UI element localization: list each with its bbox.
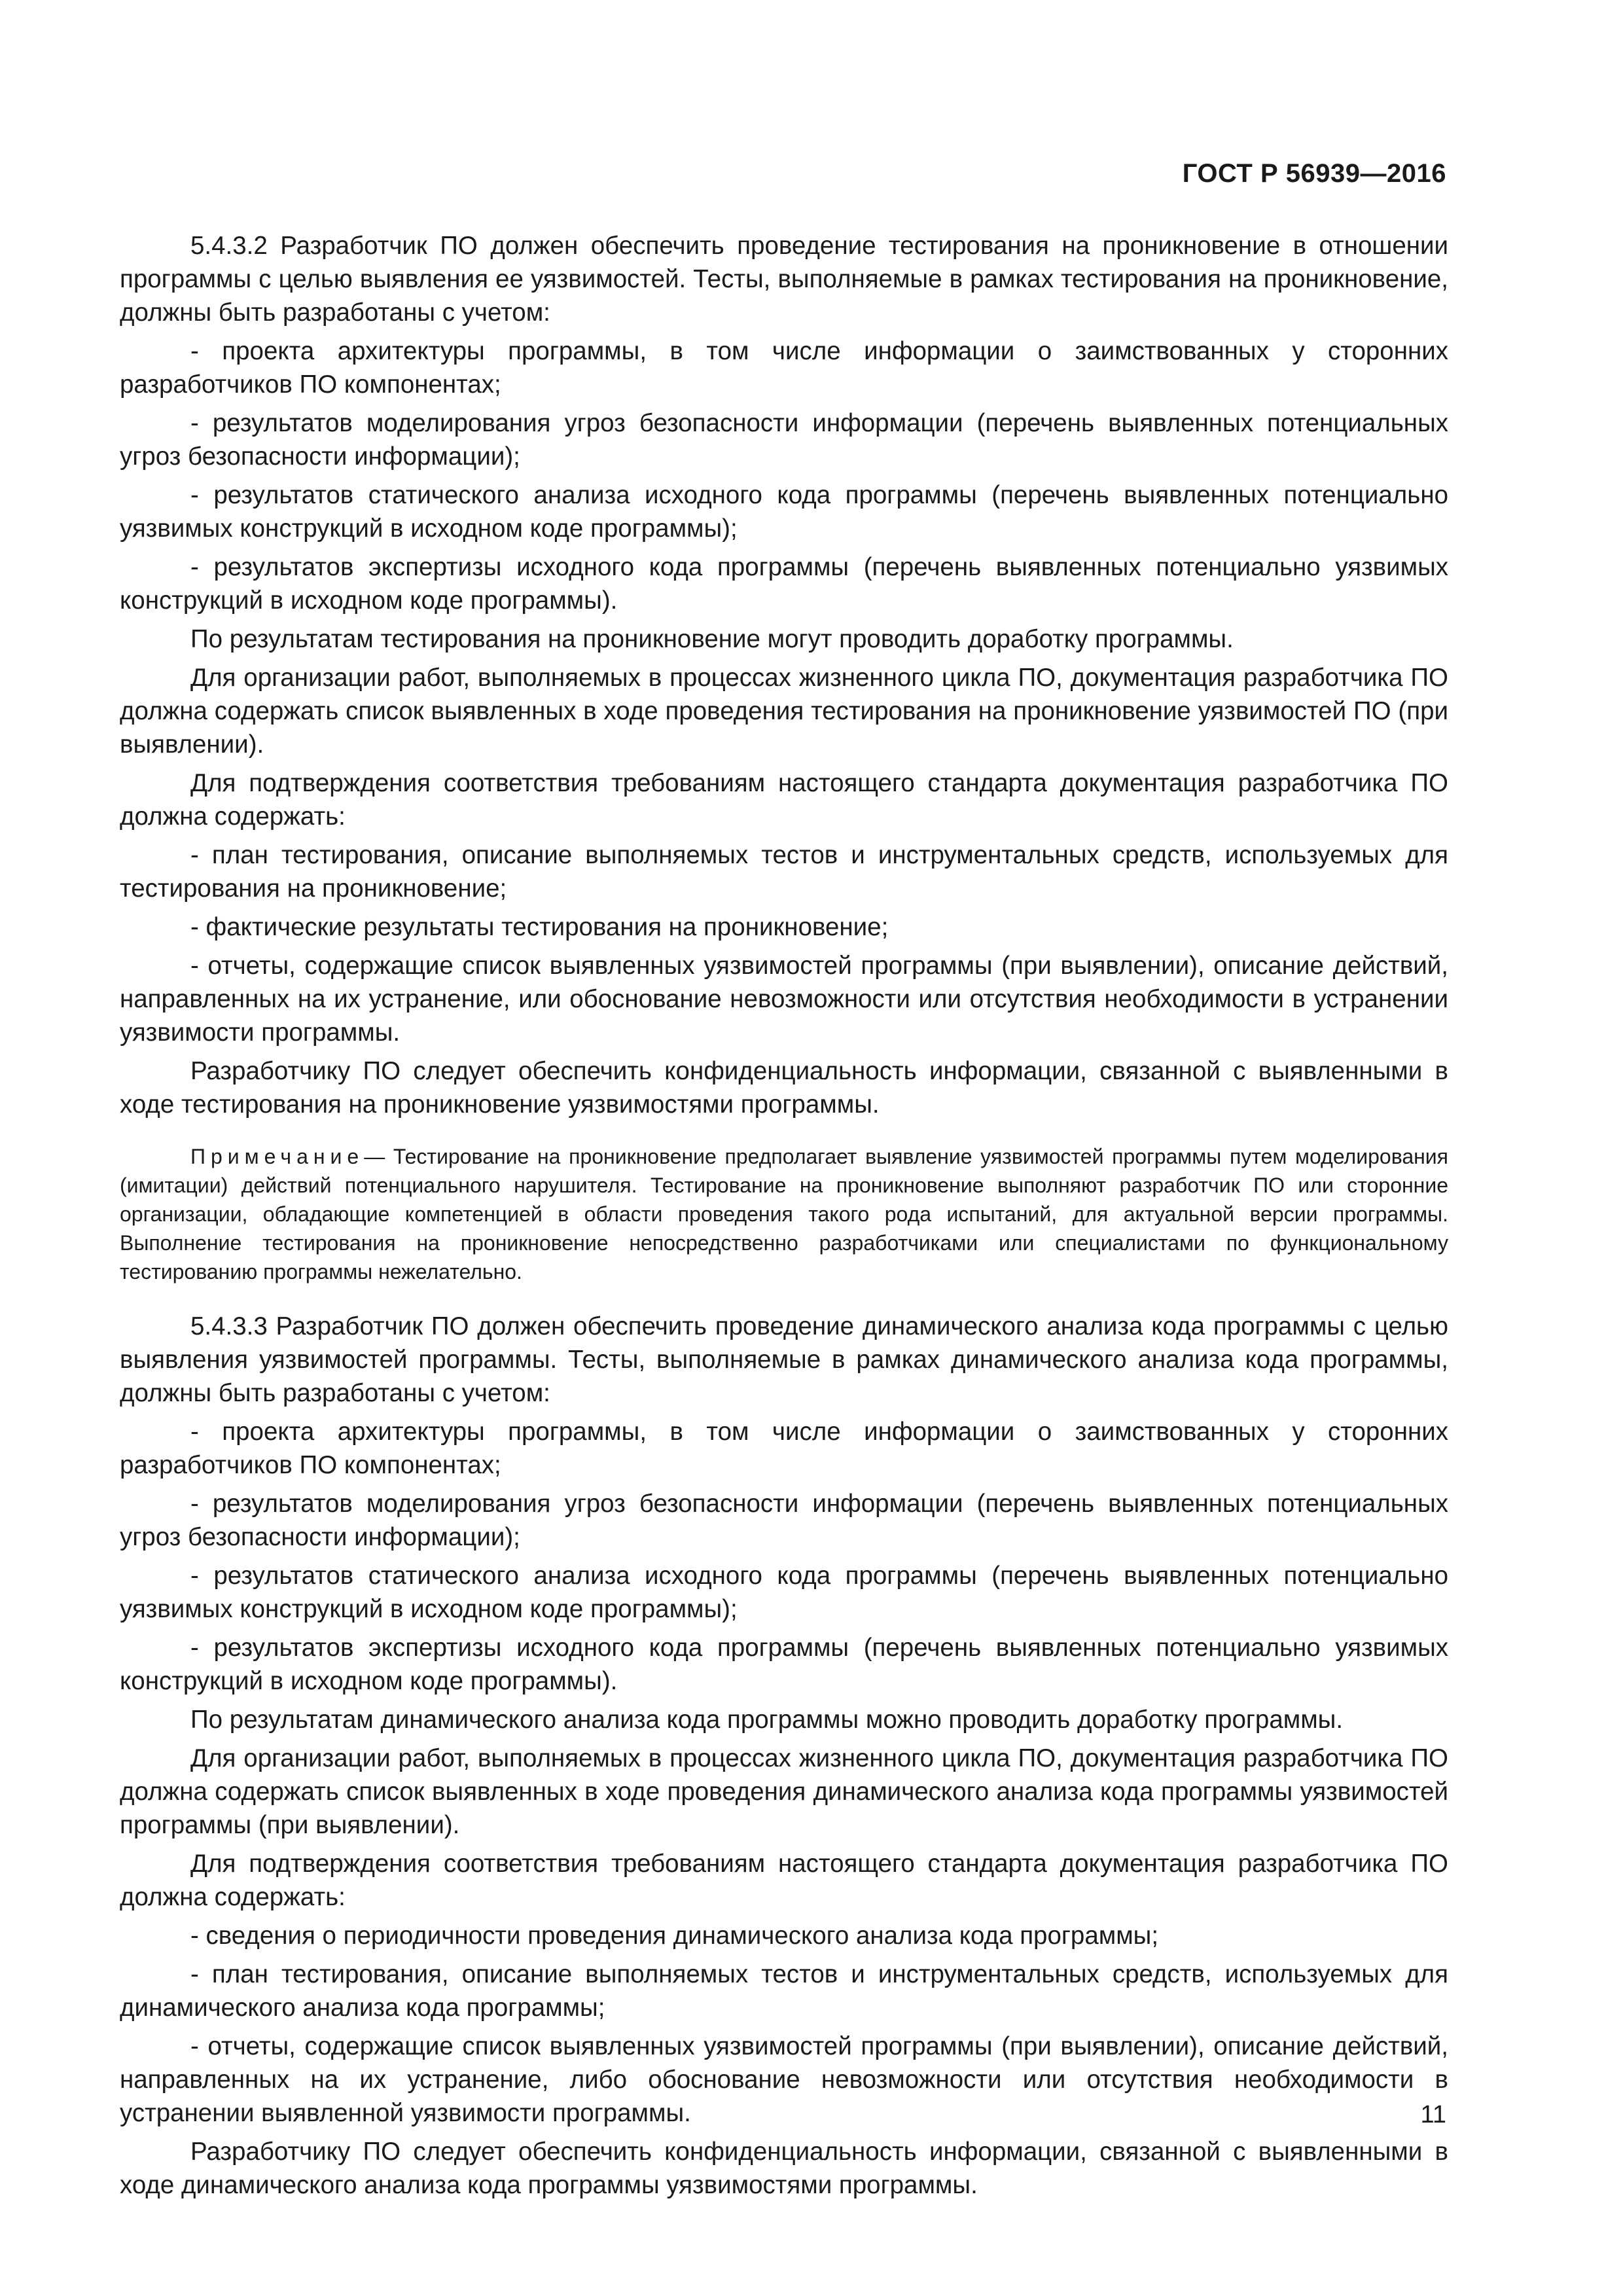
paragraph: Для подтверждения соответствия требованиям настоящего стандарта документация разработчика ПО должна содержать: [120,1850,1448,1911]
list-item: - результатов статического анализа исходного кода программы (перечень выявленных потенциально уязвимых конструкций в исходном коде программы); [120,481,1448,543]
note-text: — Тестирование на проникновение предполагает выявление уязвимостей программы путем моделирования (имитации) действий потенциального нарушителя. Тестирование на проникновение выполняют разработчик ПО или сторонние организации, обладающие компетенцией в области проведения такого рода испытаний, для актуальной версии программы. Выполнение тестирования на проникновение непосредственно разработчиками или специалистами по функциональному тестированию программы нежелательно. [120,1145,1448,1283]
list-item: - результатов экспертизы исходного кода программы (перечень выявленных потенциально уязвимых конструкций в исходном коде программы). [120,553,1448,615]
paragraph: Для подтверждения соответствия требованиям настоящего стандарта документация разработчика ПО должна содержать: [120,769,1448,831]
list-item: - результатов статического анализа исходного кода программы (перечень выявленных потенциально уязвимых конструкций в исходном коде программы); [120,1562,1448,1623]
paragraph: Разработчику ПО следует обеспечить конфиденциальность информации, связанной с выявленными в ходе динамического анализа кода программы уязвимостями программы. [120,2138,1448,2199]
document-body [120,229,1448,2207]
list-item: - отчеты, содержащие список выявленных уязвимостей программы (при выявлении), описание действий, направленных на их устранение, либо обоснование невозможности или отсутствия необходимости в устранении выявленной уязвимости программы. [120,2032,1448,2127]
list-item: - проекта архитектуры программы, в том числе информации о заимствованных у сторонних разработчиков ПО компонентах; [120,337,1448,399]
list-item: - результатов моделирования угроз безопасности информации (перечень выявленных потенциальных угроз безопасности информации); [120,409,1448,471]
list-item: - результатов моделирования угроз безопасности информации (перечень выявленных потенциальных угроз безопасности информации); [120,1490,1448,1551]
section-5-4-3-3-intro: 5.4.3.3 Разработчик ПО должен обеспечить проведение динамического анализа кода программы с целью выявления уязвимостей программы. Тесты, выполняемые в рамках динамического анализа кода программы, должны быть разработаны с учетом: [120,1312,1448,1407]
list-item: - результатов экспертизы исходного кода программы (перечень выявленных потенциально уязвимых конструкций в исходном коде программы). [120,1634,1448,1695]
list-item: - фактические результаты тестирования на проникновение; [190,913,889,941]
note-label: Примечание [190,1145,365,1168]
standard-header: ГОСТ Р 56939—2016 [1182,159,1446,188]
list-item: - отчеты, содержащие список выявленных уязвимостей программы (при выявлении), описание действий, направленных на их устранение, или обоснование невозможности или отсутствия необходимости в устранении уязвимости программы. [120,952,1448,1047]
list-item: - проекта архитектуры программы, в том числе информации о заимствованных у сторонних разработчиков ПО компонентах; [120,1418,1448,1479]
paragraph: Для организации работ, выполняемых в процессах жизненного цикла ПО, документация разработчика ПО должна содержать список выявленных в ходе проведения динамического анализа кода программы уязвимостей программы (при выявлении). [120,1744,1448,1839]
paragraph: По результатам динамического анализа кода программы можно проводить доработку программы. [190,1706,1344,1734]
section-5-4-3-2-intro: 5.4.3.2 Разработчик ПО должен обеспечить проведение тестирования на проникновение в отношении программы с целью выявления ее уязвимостей. Тесты, выполняемые в рамках тестирования на проникновение, должны быть разработаны с учетом: [120,232,1448,327]
list-item: - план тестирования, описание выполняемых тестов и инструментальных средств, используемых для тестирования на проникновение; [120,841,1448,903]
list-item: - план тестирования, описание выполняемых тестов и инструментальных средств, используемых для динамического анализа кода программы; [120,1960,1448,2022]
paragraph: Разработчику ПО следует обеспечить конфиденциальность информации, связанной с выявленными в ходе тестирования на проникновение уязвимостями программы. [120,1057,1448,1119]
list-item: - сведения о периодичности проведения динамического анализа кода программы; [190,1922,1159,1950]
note [120,1142,1448,1286]
paragraph: Для организации работ, выполняемых в процессах жизненного цикла ПО, документация разработчика ПО должна содержать список выявленных в ходе проведения тестирования на проникновение уязвимостей ПО (при выявлении). [120,664,1448,759]
page-number: 11 [1420,2101,1446,2128]
paragraph: По результатам тестирования на проникновение могут проводить доработку программы. [190,625,1234,653]
